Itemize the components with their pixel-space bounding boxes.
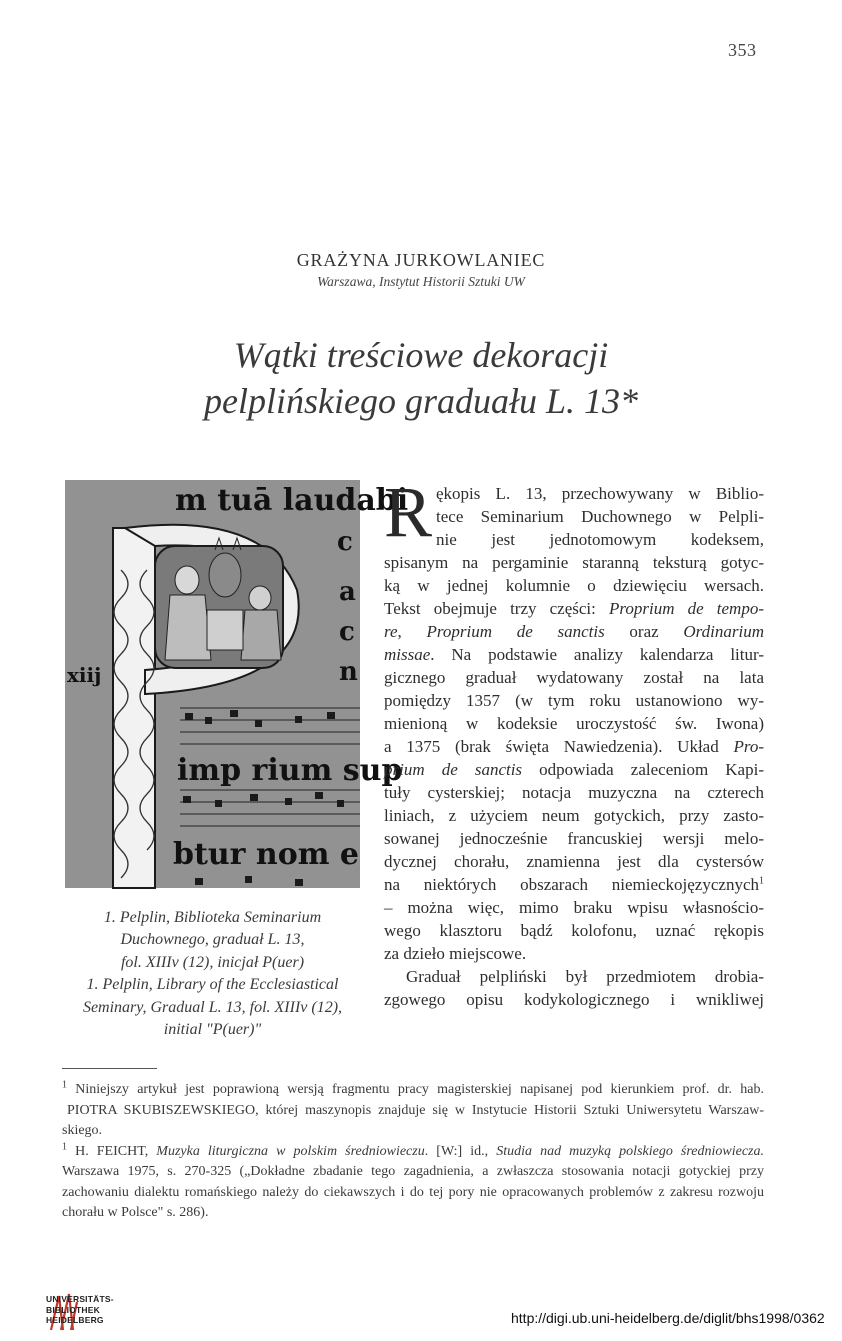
body-line: – można więc, mimo braku wpisu własnościo- (384, 898, 764, 917)
drop-cap: R (384, 472, 433, 552)
svg-text:n: n (339, 657, 358, 687)
latin-term: Ordinarium (683, 622, 764, 641)
latin-term: Pro- (733, 737, 764, 756)
footnote-text: Niniejszy artykuł jest poprawioną wersją fragmentu pracy magisterskiej napisanej pod kierunkiem prof. dr. hab. (75, 1082, 764, 1097)
footnote-line: Warszawa 1975, s. 270-325 („Dokładne zbadanie tego zagadnienia, a zwłaszcza stosowania notacji gotyckiej przy (62, 1164, 764, 1179)
footnote-text: H. FEICHT, (75, 1143, 157, 1159)
author-affiliation: Warszawa, Instytut Historii Sztuki UW (317, 274, 525, 289)
footnotes (62, 1080, 764, 1224)
body-line (384, 735, 764, 758)
library-logo-text (46, 1294, 114, 1326)
body-line: za dzieło miejscowe. (384, 944, 527, 963)
body-line: liniach, z użyciem neum gotyckich, przy zasto- (384, 806, 764, 825)
logo-line: BIBLIOTHEK (46, 1304, 100, 1315)
body-line: ękopis L. 13, przechowywany w Biblio- (436, 484, 764, 503)
body-line: gicznego graduał wydatowany został na lata (384, 668, 764, 687)
body-text-run: Tekst obejmuje trzy części: (384, 599, 610, 618)
footnote-title: Muzyka liturgiczna w polskim średniowieczu (156, 1143, 425, 1159)
svg-text:c: c (339, 617, 355, 647)
footnote-line: skiego. (62, 1123, 103, 1138)
caption-line: Seminary, Gradual L. 13, fol. XIIIv (12), (82, 998, 343, 1016)
body-text-run: odpowiada zaleceniom Kapi- (522, 760, 764, 779)
footnote-text: . [W:] id., (424, 1143, 497, 1159)
footnote-line (62, 1142, 764, 1163)
body-line (384, 873, 764, 896)
footnote-line: chorału w Polsce" s. 286). (62, 1205, 209, 1220)
caption-line: 1. Pelplin, Biblioteka Seminarium (103, 909, 322, 926)
body-line: ką w jednej kolumnie o dziewięciu wersach. (384, 576, 764, 595)
body-line: zgowego opisu kodykologicznego i wnikliwej (384, 990, 764, 1009)
page-number: 353 (728, 40, 757, 60)
svg-text:c: c (337, 527, 353, 557)
body-line (384, 620, 764, 643)
manuscript-text-line-3: btur nom e (173, 837, 359, 872)
latin-term: missae (384, 645, 431, 664)
footnote-mark: 1 (62, 1079, 67, 1091)
caption-line: 1. Pelplin, Library of the Ecclesiastical (86, 976, 339, 994)
body-line (384, 597, 764, 620)
footnote-mark: 1 (62, 1140, 67, 1152)
source-url-link[interactable]: http://digi.ub.uni-heidelberg.de/diglit/bhs1998/0362 (511, 1310, 825, 1326)
article-title-line-1: Wątki treściowe dekoracji (233, 335, 609, 375)
caption-line: fol. XIIIv (12), inicjał P(uer) (120, 953, 305, 971)
figure-caption (60, 907, 365, 1041)
latin-term: Proprium de tempo- (609, 599, 764, 618)
caption-line: initial "P(uer)" (163, 1021, 262, 1039)
body-text-run: a 1375 (brak święta Nawiedzenia). Układ (384, 737, 734, 756)
footnote-line: zachowaniu dialektu romańskiego należy do ciekawszych i do tej pory nie opracowanych problemów z zakresu rozwoju (62, 1184, 764, 1200)
body-text-run: oraz (604, 622, 684, 641)
body-text-run: . Na podstawie analizy kalendarza litur- (430, 645, 764, 664)
body-line: sowanej jednocześnie francuskiej wersji melo- (384, 829, 764, 848)
footnote-ref: 1 (759, 875, 764, 887)
footnote-separator (62, 1068, 157, 1069)
body-line: mienioną w kodeksie uroczystość św. Iwona) (384, 714, 764, 733)
author-name: GRAŻYNA JURKOWLANIEC (296, 250, 546, 270)
logo-line: HEIDELBERG (46, 1315, 104, 1325)
body-text (384, 482, 764, 1011)
latin-term: prium de sanctis (384, 760, 523, 779)
body-line: wego klasztoru bądź kolofonu, uznać rękopis (384, 921, 764, 940)
footnote-line (62, 1080, 764, 1101)
latin-term: Proprium de sanctis (426, 622, 605, 641)
manuscript-text-line-2: imp rium sup (177, 753, 403, 788)
body-line: nie jest jednotomowym kodeksem, (436, 530, 764, 549)
body-text-run: , (397, 622, 427, 641)
body-line: pomiędzy 1357 (w tym roku ustanowiono wy- (384, 691, 764, 710)
body-line: tece Seminarium Duchownego w Pelpli- (436, 507, 764, 526)
article-title-line-2: pelplińskiego graduału L. 13* (204, 381, 638, 421)
footnote-title: Studia nad muzyką polskiego średniowiecza. (496, 1143, 764, 1159)
body-text-run: na niektórych obszarach niemieckojęzycznych (384, 875, 759, 894)
caption-line: Duchownego, graduał L. 13, (120, 931, 305, 949)
body-line: Graduał pelpliński był przedmiotem drobia- (406, 967, 764, 986)
body-line: dycznej chorału, znamienna jest dla cystersów (384, 852, 764, 871)
body-line (384, 643, 764, 666)
svg-text:a: a (339, 577, 356, 607)
manuscript-text-line-1: m tuā laudabi (175, 483, 409, 518)
logo-line: UNIVERSITÄTS- (46, 1294, 114, 1304)
manuscript-folio-number: xiij (67, 663, 102, 687)
body-line: tuły cysterskiej; notacja muzyczna na czterech (384, 783, 764, 802)
latin-term: re (384, 622, 398, 641)
footnote-line: PIOTRA SKUBISZEWSKIEGO, której maszynopis znajduje się w Instytucie Historii Sztuki Uniwersytetu Warszaw- (67, 1102, 764, 1118)
body-line: spisanym na pergaminie staranną teksturą gotyc- (384, 553, 764, 572)
body-line (384, 758, 764, 781)
